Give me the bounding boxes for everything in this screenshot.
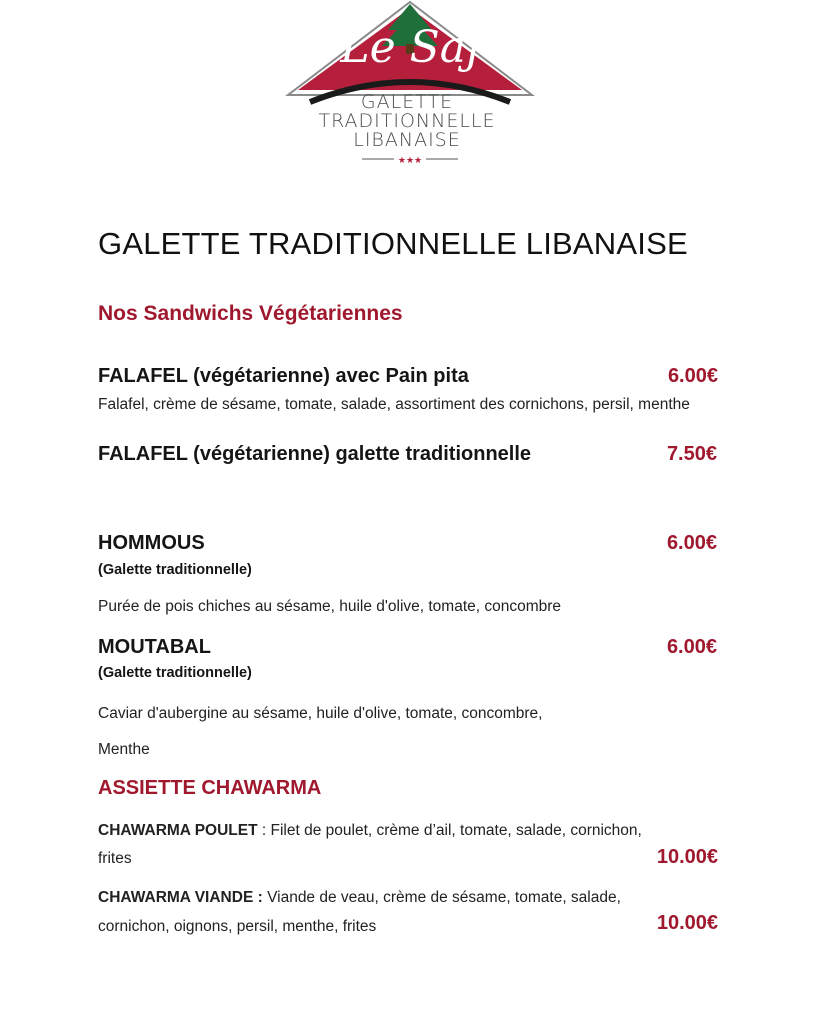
item-hommous-price: 6.00€ [666,532,717,554]
item-chawarma-poulet-name: CHAWARMA POULET [98,822,258,839]
section-title-vegetarian: Nos Sandwichs Végétariennes [98,302,403,325]
item-chawarma-viande-desc-2: cornichon, oignons, persil, menthe, frites [98,918,377,935]
item-hommous-sub: (Galette traditionnelle) [98,562,252,578]
item-falafel-pita-name: FALAFEL (végétarienne) avec Pain pita [98,365,469,387]
item-hommous-name: HOMMOUS [98,532,205,554]
logo-stars: ★★★ [397,155,423,165]
item-chawarma-viande-line1 [98,887,621,909]
item-falafel-pita-desc: Falafel, crème de sésame, tomate, salade, assortiment des cornichons, persil, menthe [98,396,690,413]
item-chawarma-poulet-desc-2: frites [98,850,132,867]
item-falafel-galette-name: FALAFEL (végétarienne) galette traditionnelle [98,443,532,465]
logo-subtitle-3: LIBANAISE [353,129,461,151]
item-chawarma-poulet-desc-1: : Filet de poulet, crème d’ail, tomate, salade, cornichon, [257,822,642,839]
item-moutabal-sub: (Galette traditionnelle) [98,665,252,681]
item-chawarma-viande-name: CHAWARMA VIANDE : [98,889,263,906]
item-falafel-pita-price: 6.00€ [667,365,718,387]
item-moutabal-desc-2: Menthe [98,741,150,758]
logo-subtitle-1: GALETTE [360,91,454,113]
item-moutabal-name: MOUTABAL [98,636,211,658]
item-chawarma-poulet-price: 10.00€ [656,846,718,868]
page-title: GALETTE TRADITIONNELLE LIBANAISE [98,226,688,261]
logo-brand: Le Saj [340,22,480,73]
item-chawarma-viande-price: 10.00€ [656,912,718,934]
item-falafel-galette-price: 7.50€ [666,443,717,465]
item-hommous-desc: Purée de pois chiches au sésame, huile d'olive, tomate, concombre [98,598,562,615]
item-chawarma-poulet-line1 [98,820,642,842]
item-moutabal-desc-1: Caviar d'aubergine au sésame, huile d'olive, tomate, concombre, [98,705,543,722]
section-title-chawarma: ASSIETTE CHAWARMA [98,777,322,799]
logo-subtitle-2: TRADITIONNELLE [318,110,496,132]
item-chawarma-viande-desc-1: Viande de veau, crème de sésame, tomate, salade, [262,889,621,906]
item-moutabal-price: 6.00€ [666,636,717,658]
